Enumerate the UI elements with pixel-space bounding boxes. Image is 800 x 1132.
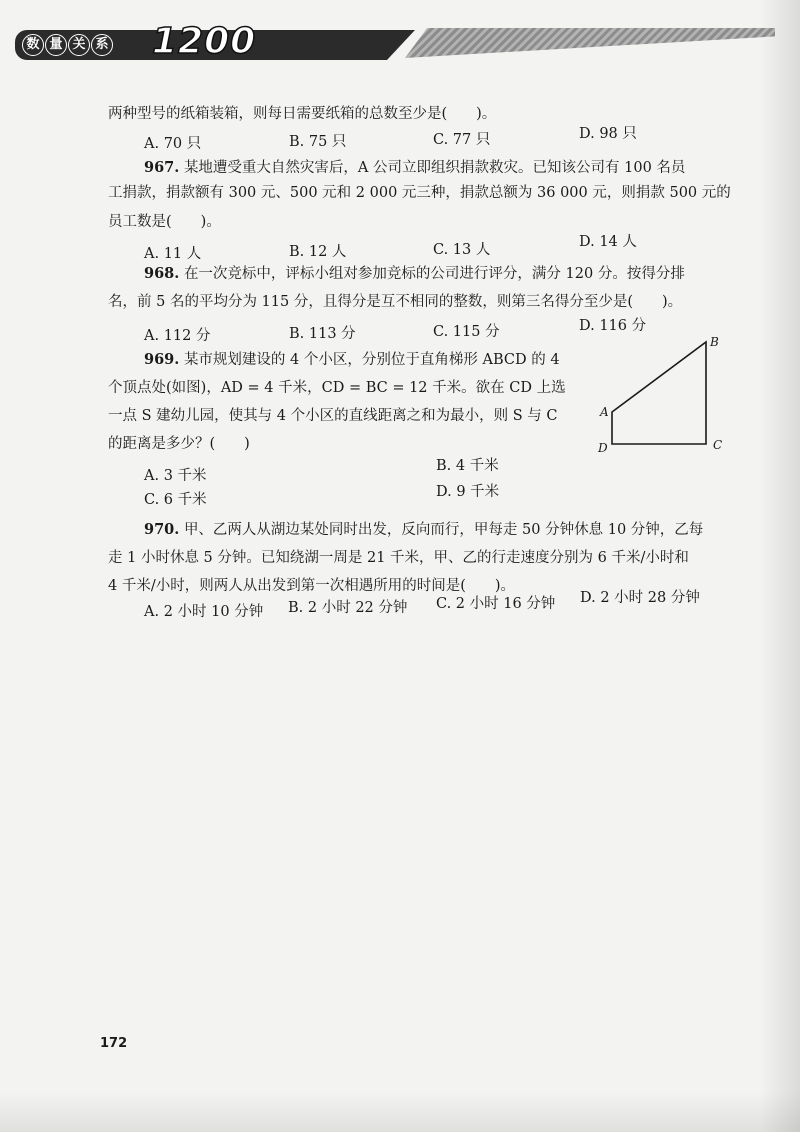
q970-text-1: 甲、乙两人从湖边某处同时出发，反向而行，甲每走 50 分钟休息 10 分钟，乙每: [183, 522, 704, 538]
q966-option-d: D. 98 只: [579, 126, 637, 142]
q969-line-4: 的距离是多少？( ): [108, 436, 250, 452]
q970-option-d: D. 2 小时 28 分钟: [580, 590, 700, 606]
q967-line-3: 员工数是( )。: [108, 214, 221, 230]
q966-option-c: C. 77 只: [433, 132, 491, 148]
q967-option-d: D. 14 人: [579, 234, 637, 250]
q968-option-c: C. 115 分: [433, 324, 500, 340]
header-stripe-decoration: [405, 28, 775, 58]
q966-continuation: 两种型号的纸箱装箱，则每日需要纸箱的总数至少是( )。: [108, 106, 497, 122]
q970-option-a: A. 2 小时 10 分钟: [144, 604, 264, 620]
q968-option-a: A. 112 分: [144, 328, 211, 344]
q969-option-a: A. 3 千米: [144, 468, 207, 484]
q968-text-1: 在一次竞标中，评标小组对参加竞标的公司进行评分，满分 120 分。按得分排: [183, 266, 685, 282]
q967-number: 967.: [144, 159, 180, 176]
q967-option-a: A. 11 人: [144, 246, 202, 262]
q968-option-d: D. 116 分: [579, 318, 647, 334]
q966-option-b: B. 75 只: [289, 134, 347, 150]
q969-option-d: D. 9 千米: [436, 484, 500, 500]
series-number: 1200: [152, 21, 257, 62]
q969-number: 969.: [144, 351, 180, 368]
trapezoid-figure: [596, 334, 736, 458]
q967-line-2: 工捐款，捐款额有 300 元、500 元和 2 000 元三种，捐款总额为 36 000 元，则捐款 500 元的: [108, 185, 731, 201]
series-char-3: 关: [68, 34, 90, 56]
q969-line-2: 个顶点处(如图)，AD = 4 千米，CD = BC = 12 千米。欲在 CD 上选: [108, 380, 566, 396]
series-char-4: 系: [91, 34, 113, 56]
q970-number: 970.: [144, 521, 180, 538]
q969-option-b: B. 4 千米: [436, 458, 499, 474]
q969-line-1: [144, 350, 560, 370]
vertex-label-b: B: [710, 335, 719, 349]
q968-line-2: 名，前 5 名的平均分为 115 分，且得分是互不相同的整数，则第三名得分至少是( )。: [108, 294, 683, 310]
vertex-label-a: A: [600, 405, 609, 419]
q969-text-1: 某市规划建设的 4 个小区，分别位于直角梯形 ABCD 的 4: [183, 352, 560, 368]
q968-line-1: [144, 264, 685, 284]
series-char-2: 量: [45, 34, 67, 56]
q969-line-3: 一点 S 建幼儿园，使其与 4 个小区的直线距离之和为最小，则 S 与 C: [108, 408, 558, 424]
series-title: [22, 30, 114, 60]
q970-line-3: 4 千米/小时，则两人从出发到第一次相遇所用的时间是( )。: [108, 578, 516, 594]
vertex-label-d: D: [598, 441, 608, 455]
q967-option-c: C. 13 人: [433, 242, 491, 258]
trapezoid-shape: [612, 342, 706, 444]
q967-line-1: [144, 158, 685, 178]
page-edge-shadow: [760, 0, 800, 1132]
vertex-label-c: C: [713, 438, 723, 452]
q968-number: 968.: [144, 265, 180, 282]
q970-option-b: B. 2 小时 22 分钟: [288, 600, 408, 616]
q970-line-2: 走 1 小时休息 5 分钟。已知绕湖一周是 21 千米，甲、乙的行走速度分别为 6 千米/小时和: [108, 550, 689, 566]
q967-option-b: B. 12 人: [289, 244, 347, 260]
q968-option-b: B. 113 分: [289, 326, 356, 342]
q966-option-a: A. 70 只: [144, 136, 202, 152]
q969-option-c: C. 6 千米: [144, 492, 207, 508]
q970-option-c: C. 2 小时 16 分钟: [436, 596, 556, 612]
page-bottom-shadow: [0, 1092, 800, 1132]
series-char-1: 数: [22, 34, 44, 56]
q967-text-1: 某地遭受重大自然灾害后，A 公司立即组织捐款救灾。已知该公司有 100 名员: [183, 160, 686, 176]
page-number: 172: [100, 1036, 128, 1051]
q970-line-1: [144, 520, 703, 540]
